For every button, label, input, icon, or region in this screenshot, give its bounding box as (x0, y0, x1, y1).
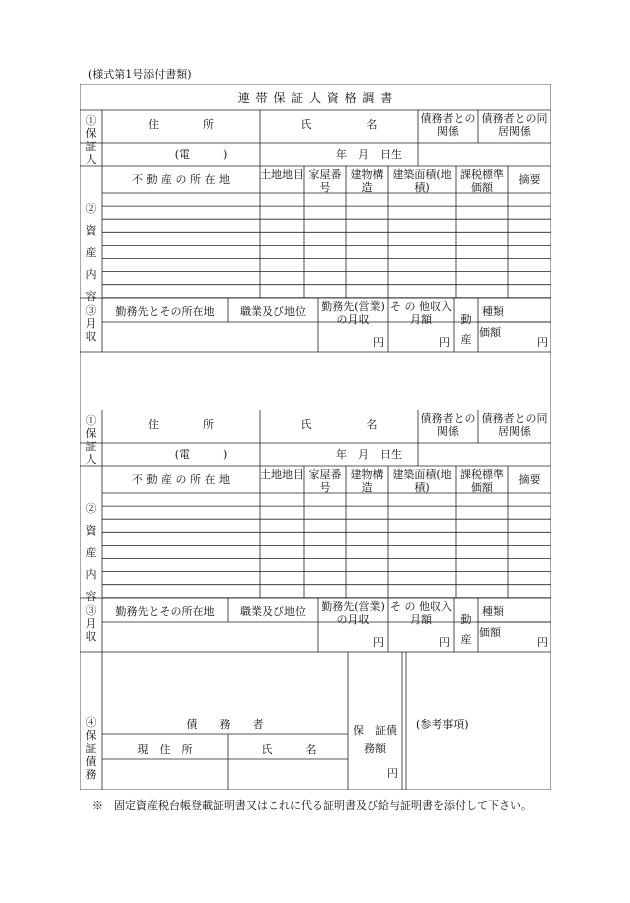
guarantor-qualification-form (80, 84, 551, 790)
phone-field[interactable] (102, 444, 260, 465)
property-location-header: 不 動 産 の 所 在 地 (132, 473, 230, 486)
remarks-header: 摘要 (518, 173, 541, 186)
property-location-header: 不 動 産 の 所 在 地 (132, 173, 230, 186)
debtor-name-field[interactable] (230, 764, 348, 786)
movable-label: 動産 (460, 613, 472, 646)
tax-value-header: 課税標準価額 (460, 168, 504, 194)
other-income-header: そ の 他収入月額 (390, 300, 452, 326)
occupation-header: 職業及び地位 (240, 605, 306, 618)
section-guarantor: ①保証人 (85, 114, 97, 166)
section-guarantor: ①保証人 (85, 414, 97, 466)
relation-header: 債務者との関係 (420, 112, 476, 138)
employer-field[interactable] (102, 323, 318, 351)
relation-header: 債務者との関係 (420, 412, 476, 438)
other-income-yen: 円 (439, 636, 450, 649)
debtor-header: 債 務 者 (186, 718, 264, 731)
employer-field[interactable] (102, 623, 318, 651)
land-category-header: 土地地目 (260, 168, 304, 181)
house-number-header: 家屋番号 (308, 168, 342, 194)
form-label: (様式第1号添付書類) (88, 68, 192, 81)
floor-area-header: 建築面積(地積) (392, 168, 452, 194)
asset-entry-area[interactable] (102, 194, 551, 297)
address-header: 住 所 (148, 418, 214, 431)
employer-income-yen: 円 (373, 336, 384, 349)
house-number-header: 家屋番号 (308, 468, 342, 494)
name-header: 氏 名 (300, 118, 378, 131)
employer-header: 勤務先とその所在地 (115, 605, 215, 618)
name-header: 氏 名 (300, 418, 378, 431)
section-income: ③月収 (85, 304, 97, 343)
value-header: 価額 (479, 626, 501, 639)
birth-label: 年 月 日生 (336, 148, 402, 161)
current-address-field[interactable] (102, 764, 228, 786)
employer-header: 勤務先とその所在地 (115, 305, 215, 318)
floor-area-header: 建築面積(地積) (392, 468, 452, 494)
kind-header: 種類 (482, 605, 504, 618)
birth-date-field[interactable] (260, 444, 418, 465)
value-yen: 円 (537, 336, 548, 349)
movable-label: 動産 (460, 313, 472, 346)
birth-date-field[interactable] (260, 144, 418, 165)
tax-value-header: 課税標準価額 (460, 468, 504, 494)
other-income-header: そ の 他収入月額 (390, 600, 452, 626)
birth-label: 年 月 日生 (336, 448, 402, 461)
cohabitation-header: 債務者との同居関係 (481, 112, 548, 138)
form-title: 連 帯 保 証 人 資 格 調 書 (237, 91, 394, 105)
kind-header: 種類 (482, 305, 504, 318)
guaranteed-amount-field[interactable] (352, 764, 392, 786)
current-address-header: 現 住 所 (137, 743, 193, 756)
asset-entry-area[interactable] (102, 494, 551, 597)
reference-notes: (参考事項) (416, 718, 469, 731)
remarks-header: 摘要 (518, 473, 541, 486)
land-category-header: 土地地目 (260, 468, 304, 481)
debtor-name-header: 氏 名 (261, 743, 317, 756)
building-structure-header: 建物構造 (350, 168, 384, 194)
cohabitation-header: 債務者との同居関係 (481, 412, 548, 438)
guaranteed-amount-header: 保 証債務額 (353, 724, 397, 755)
phone-label: (電 ) (174, 148, 228, 161)
reference-notes-field[interactable] (406, 734, 548, 786)
phone-field[interactable] (102, 144, 260, 165)
value-yen: 円 (537, 636, 548, 649)
building-structure-header: 建物構造 (350, 468, 384, 494)
phone-label: (電 ) (174, 448, 228, 461)
value-header: 価額 (479, 326, 501, 339)
footnote: ※ 固定資産税台帳登載証明書又はこれに代る証明書及び給与証明書を添付して下さい。 (92, 799, 532, 812)
guaranteed-amount-yen: 円 (387, 767, 398, 780)
section-assets: ②資産内容 (85, 502, 97, 603)
employer-income-header: 勤務先(営業)の月収 (321, 600, 385, 626)
section-income: ③月収 (85, 604, 97, 643)
employer-income-yen: 円 (373, 636, 384, 649)
other-income-yen: 円 (439, 336, 450, 349)
section-assets: ②資産内容 (85, 202, 97, 303)
section-guaranteed-debt: ④保証債務 (85, 716, 97, 781)
address-header: 住 所 (148, 118, 214, 131)
employer-income-header: 勤務先(営業)の月収 (321, 300, 385, 326)
occupation-header: 職業及び地位 (240, 305, 306, 318)
